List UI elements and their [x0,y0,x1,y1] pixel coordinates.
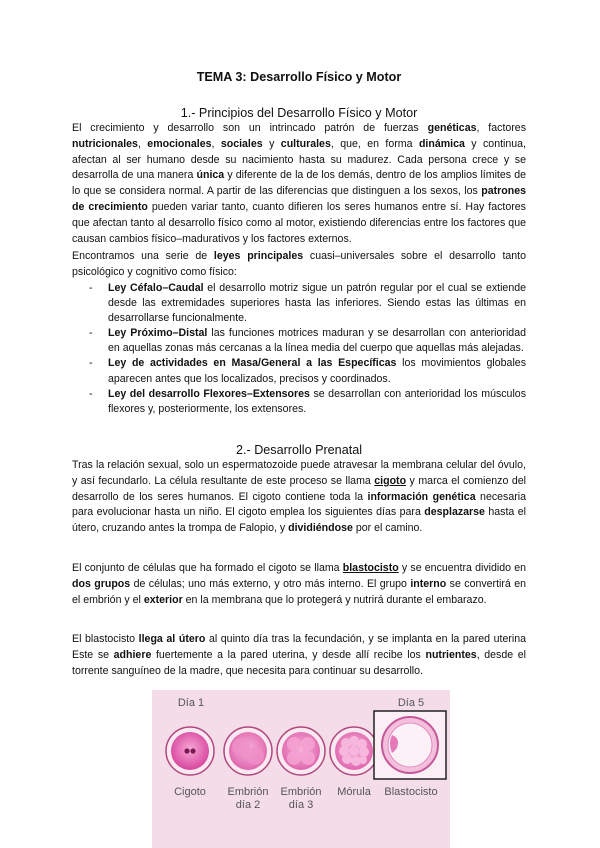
stage-label-zygote: Cigoto [174,786,206,798]
document-title: TEMA 3: Desarrollo Físico y Motor [196,70,402,84]
section-2-paragraph-1: Tras la relación sexual, solo un espermatozoide puede atravesar la membrana celular del óvulo, y así fecundarlo. La célula resultante de este proceso se llama cigoto y marca el comienzo del desarrollo de los seres humanos. El cigoto contiene toda la información genética necesaria para evolucionar hasta un niño. El cigoto emplea los siguientes días para desplazarse hasta el útero, cruzando antes la trompa de Falopio, y dividiéndose por el camino. [72,459,526,535]
stage-label-blastocyst: Blastocisto [384,786,438,798]
day-1-label: Día 1 [177,697,205,709]
blastocyst-cell [374,711,446,779]
section-1-paragraph-2: Encontramos una serie de leyes principales cuasi–universales sobre el desarrollo tanto psicológico y cognitivo como físico: [72,250,527,278]
stage-label-embryo-day-3: Embrión día 3 [280,786,322,811]
section-1-paragraph-1: El crecimiento y desarrollo son un intrincado patrón de fuerzas genéticas, factores nutricionales, emocionales, sociales y culturales, que, en forma dinámica y continua, afectan al ser humano desde su nacimiento hasta su madurez. Cada persona crece y se desarrolla de una manera única y diferente de la de los demás, dentro de los amplios límites de lo que se considera normal. A partir de las diferencias que distinguen a los sexos, los patrones de crecimiento pueden variar tanto, cuanto difieren los seres humanos entre sí. Hay factores que afectan tanto al desarrollo físico como al motor, existiendo diferencias entre los factores que causan cambios físico–madurativos y los factores externos. [72,122,526,245]
cell-stages-illustration [152,690,450,790]
list-item: - Ley de actividades en Masa/General a las Específicas los movimientos globales aparecen antes que los localizados, precisos y coordinados. [89,357,526,385]
list-item: - Ley Próximo–Distal las funciones motrices maduran y se desarrollan con anterioridad en aquellas zonas más cercanas a la línea media del cuerpo que aquellas más alejadas. [89,327,526,355]
zygote-cell [166,727,214,775]
section-2-heading: 2.- Desarrollo Prenatal [236,443,362,457]
stage-label-morula: Mórula [337,786,371,798]
day-5-label: Día 5 [397,697,425,709]
stage-label-embryo-day-2: Embrión día 2 [227,786,269,811]
two-cell-embryo [224,727,272,775]
list-item: - Ley del desarrollo Flexores–Extensores se desarrollan con anterioridad los músculos flexores y, posteriormente, los extensores. [89,387,526,415]
section-2-paragraph-2: El conjunto de células que ha formado el cigoto se llama blastocisto y se encuentra dividido en dos grupos de células; uno más externo, y otro más interno. El grupo interno se convertirá en el embrión y el exterior en la membrana que lo protegerá y nutrirá durante el embarazo. [72,562,527,606]
embryo-development-figure [152,690,450,848]
laws-list [72,281,526,417]
section-2-paragraph-3: El blastocisto llega al útero al quinto día tras la fecundación, y se implanta en la pared uterina Este se adhiere fuertemente a la pared uterina, y desde allí recibe los nutrientes, desde el torrente sanguíneo de la madre, que necesita para continuar su desarrollo. [72,633,526,677]
section-1-heading: 1.- Principios del Desarrollo Físico y Motor [180,106,418,120]
list-item: - Ley Céfalo–Caudal el desarrollo motriz sigue un patrón regular por el cual se extiende desde las extremidades superiores hasta las inferiores. Siendo estas las últimas en desarrollarse funcionalmente. [89,282,526,325]
four-cell-embryo [277,727,325,775]
morula-cell [330,727,378,775]
